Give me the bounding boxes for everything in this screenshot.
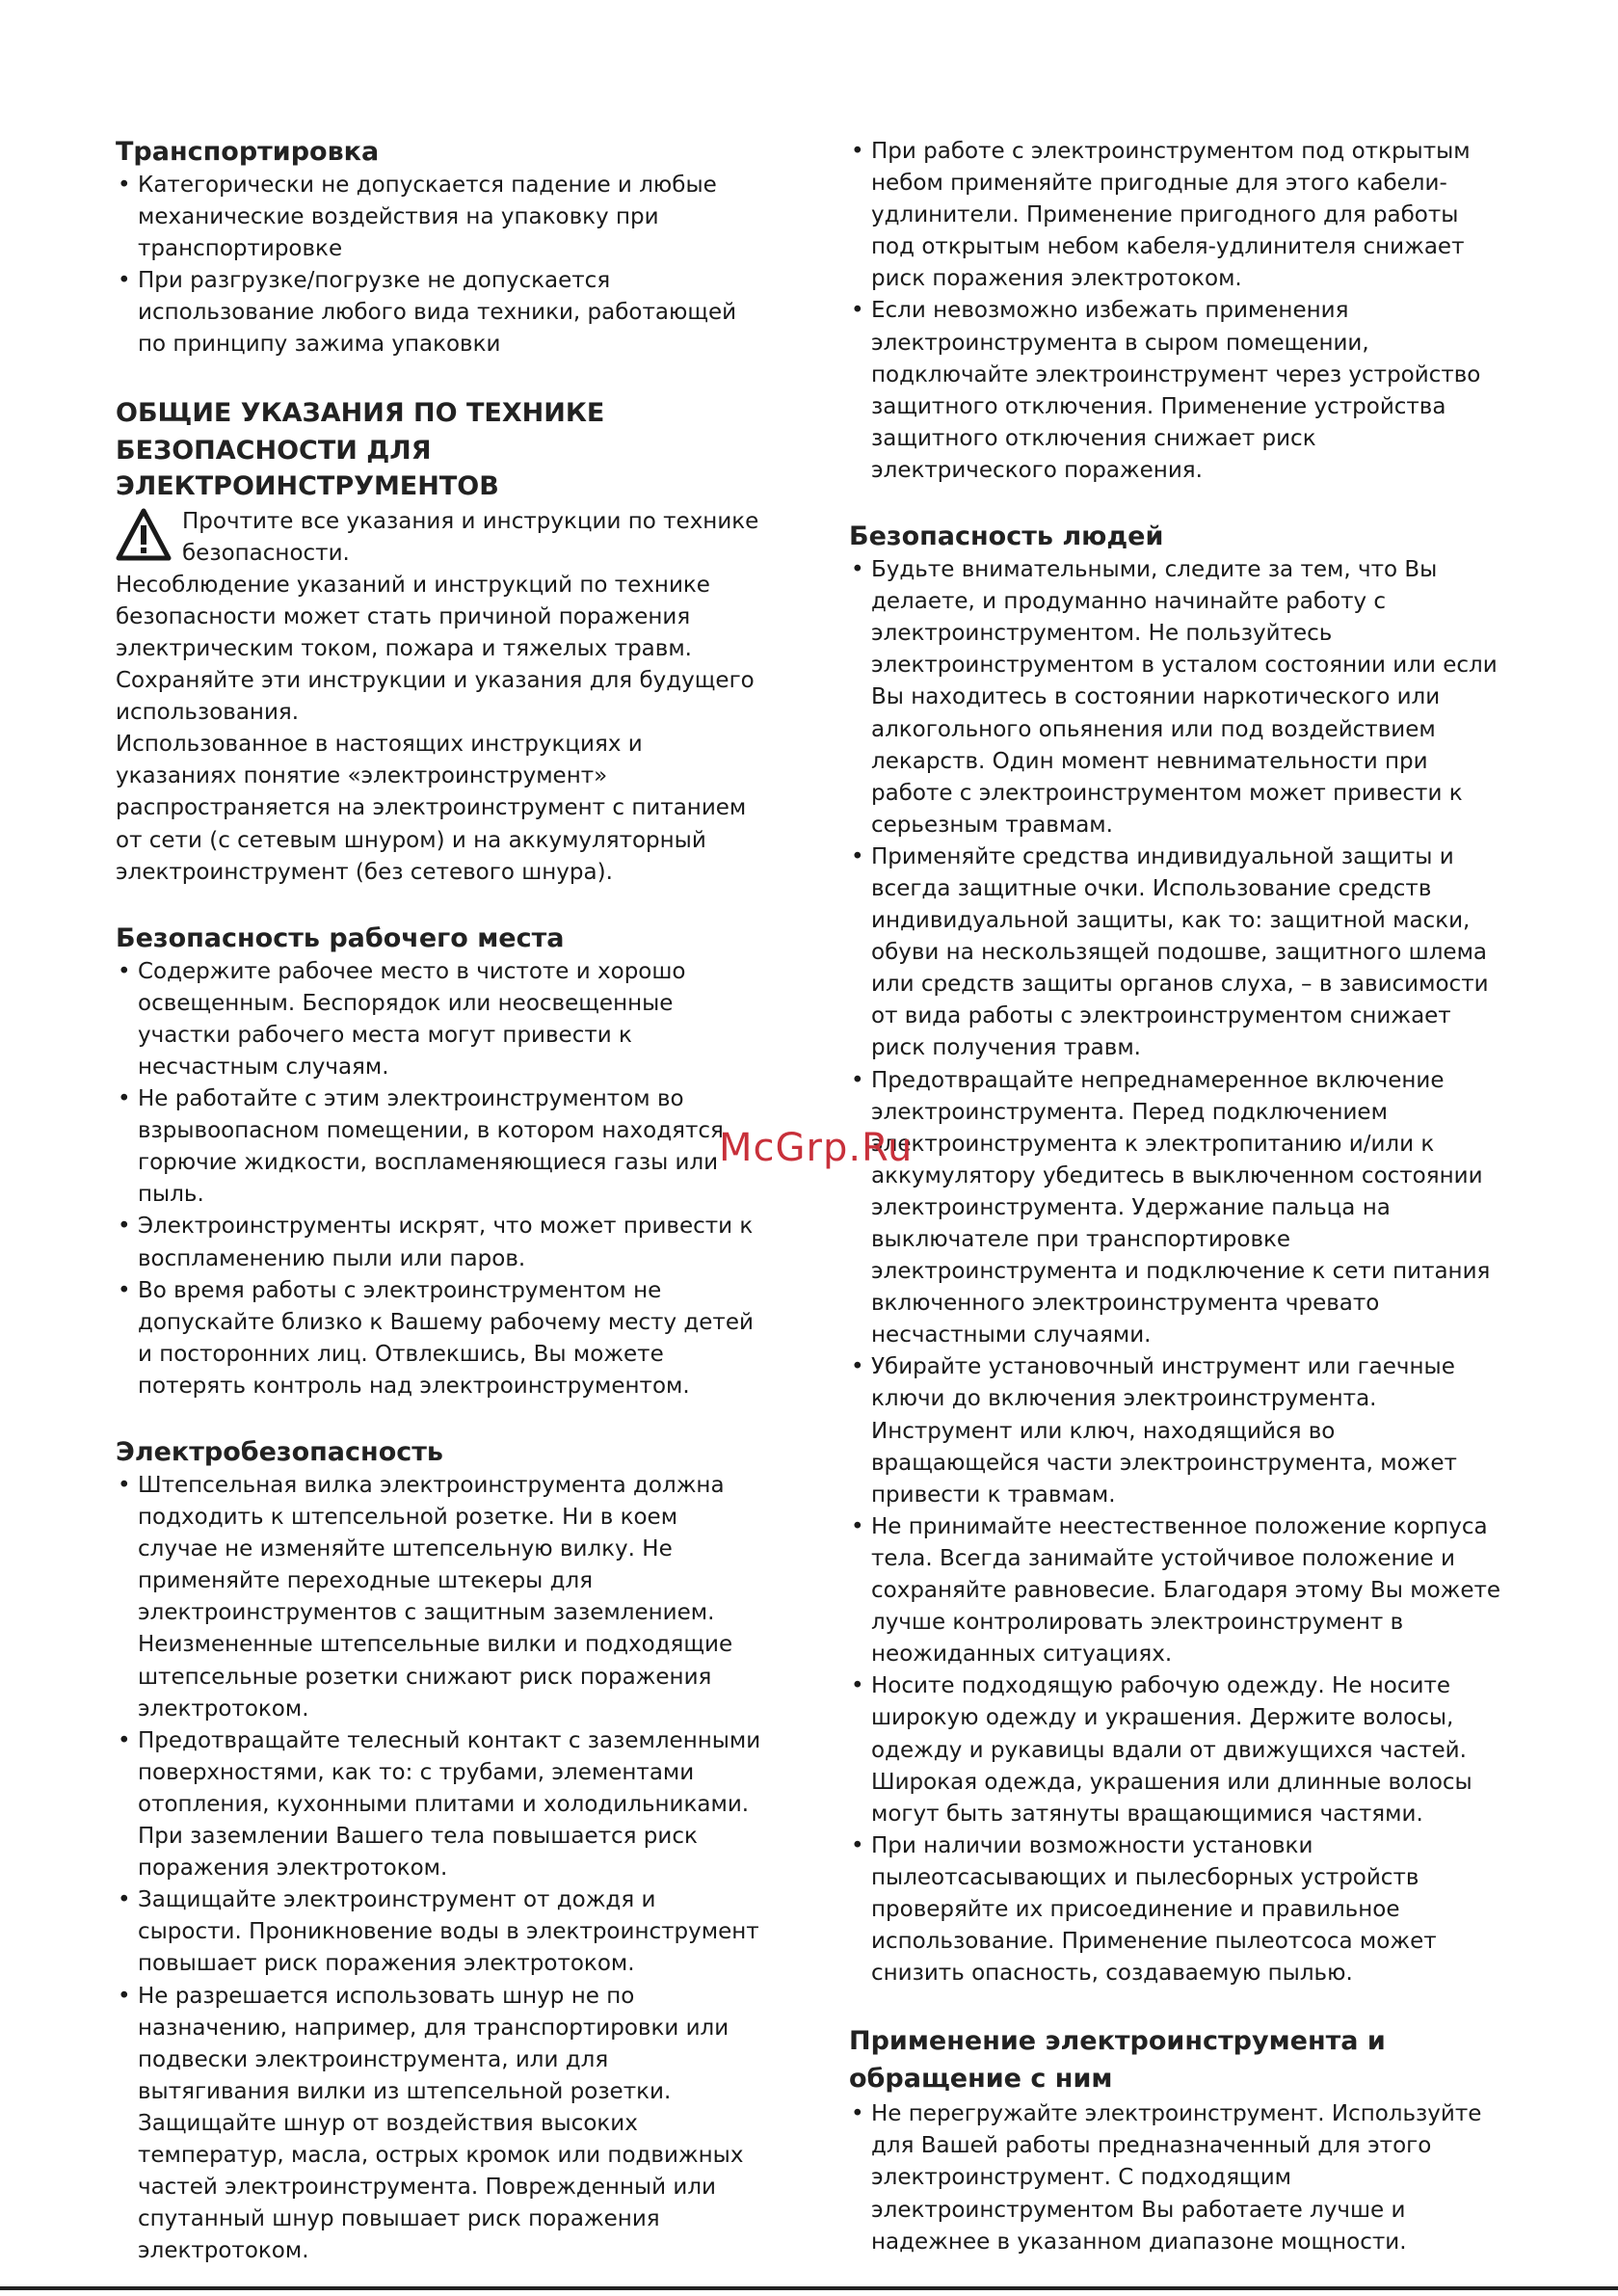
list-item: • Убирайте установочный инструмент или гаечные ключи до включения электроинструмента. Инструмент или ключ, находящийся во вращающейся части электроинструмента, может привести к травмам. — [849, 1351, 1504, 1510]
list-item: • Предотвращайте непреднамеренное включение электроинструмента. Перед подключением электроинструмента к электропитанию и/или к аккумулятору убедитесь в выключенном состоянии электроинструмента. Удержание пальца на выключателе при транспортировке электроинструмента и подключение к сети питания включенного электроинструмента чревато несчастными случаями. — [849, 1065, 1504, 1352]
list-item: • Применяйте средства индивидуальной защиты и всегда защитные очки. Использование средств индивидуальной защиты, как то: защитной маски, обуви на нескользящей подошве, защитного шлема или средств защиты органов слуха, – в зависимости от вида работы с электроинструментом снижает риск получения травм. — [849, 841, 1504, 1065]
left-column — [116, 136, 761, 2267]
list-item: • При работе с электроинструментом под открытым небом применяйте пригодные для этого кабели-удлинители. Применение пригодного для работы под открытым небом кабеля-удлинителя снижает риск поражения электротоком. — [849, 136, 1504, 295]
right-column — [849, 136, 1504, 2258]
heading-usage-line2: обращение с ним — [849, 2064, 1113, 2095]
transport-list — [116, 170, 761, 361]
electrical-cont-list — [849, 136, 1504, 487]
heading-general-line2: БЕЗОПАСНОСТИ ДЛЯ ЭЛЕКТРОИНСТРУМЕНТОВ — [116, 435, 499, 501]
workplace-list — [116, 956, 761, 1402]
heading-general-line1: ОБЩИЕ УКАЗАНИЯ ПО ТЕХНИКЕ — [116, 397, 605, 428]
list-item: • Электроинструменты искрят, что может привести к воспламенению пыли или паров. — [116, 1211, 761, 1274]
list-item: • Категорически не допускается падение и любые механические воздействия на упаковку при транспортировке — [116, 170, 761, 265]
list-item: • При наличии возможности установки пылеотсасывающих и пылесборных устройств проверяйте их присоединение и правильное использование. Применение пылеотсоса может снизить опасность, создаваемую пылью. — [849, 1830, 1504, 1989]
list-item: • Защищайте электроинструмент от дождя и сырости. Проникновение воды в электроинструмент повышает риск поражения электротоком. — [116, 1884, 761, 1980]
paragraph: Несоблюдение указаний и инструкций по технике безопасности может стать причиной поражения электрическим током, пожара и тяжелых травм. — [116, 572, 710, 661]
warning-text: Прочтите все указания и инструкции по технике безопасности. — [182, 508, 759, 566]
electrical-list — [116, 1470, 761, 2267]
bottom-rule — [0, 2286, 1618, 2290]
list-item: • Если невозможно избежать применения электроинструмента в сыром помещении, подключайте электроинструмент через устройство защитного отключения. Применение устройства защитного отключения снижает риск электрического поражения. — [849, 295, 1504, 487]
heading-electrical: Электробезопасность — [116, 1437, 443, 1467]
list-item: • Во время работы с электроинструментом не допускайте близко к Вашему рабочему месту детей и посторонних лиц. Отвлекшись, Вы можете потерять контроль над электроинструментом. — [116, 1275, 761, 1402]
usage-list — [849, 2098, 1504, 2257]
paragraph: Сохраняйте эти инструкции и указания для будущего использования. — [116, 668, 755, 726]
list-item: • Носите подходящую рабочую одежду. Не носите широкую одежду и украшения. Держите волосы, одежду и рукавицы вдали от движущихся частей. Широкая одежда, украшения или длинные волосы могут быть затянуты вращающимися частями. — [849, 1670, 1504, 1829]
list-item: • Не принимайте неестественное положение корпуса тела. Всегда занимайте устойчивое положение и сохраняйте равновесие. Благодаря этому Вы можете лучше контролировать электроинструмент в неожиданных ситуациях. — [849, 1511, 1504, 1670]
watermark: McGrp.Ru — [719, 1126, 914, 1170]
heading-transport: Транспортировка — [116, 137, 380, 167]
list-item: • Штепсельная вилка электроинструмента должна подходить к штепсельной розетке. Ни в коем случае не изменяйте штепсельную вилку. Не применяйте переходные штекеры для электроинструментов с защитным заземлением. Неизмененные штепсельные вилки и подходящие штепсельные розетки снижают риск поражения электротоком. — [116, 1470, 761, 1725]
paragraph: Использованное в настоящих инструкциях и указаниях понятие «электроинструмент» распространяется на электроинструмент с питанием от сети (с сетевым шнуром) и на аккумуляторный электроинструмент (без сетевого шнура). — [116, 732, 747, 885]
heading-usage-line1: Применение электроинструмента и — [849, 2026, 1386, 2057]
list-item: • Содержите рабочее место в чистоте и хорошо освещенным. Беспорядок или неосвещенные участки рабочего места могут привести к несчастным случаям. — [116, 956, 761, 1083]
warning-row — [116, 506, 761, 570]
heading-workplace: Безопасность рабочего места — [116, 922, 565, 953]
list-item: • Будьте внимательными, следите за тем, что Вы делаете, и продуманно начинайте работу с электроинструментом. Не пользуйтесь электроинструментом в усталом состоянии или если Вы находитесь в состоянии наркотического или алкогольного опьянения или под воздействием лекарств. Один момент невнимательности при работе с электроинструментом может привести к серьезным травмам. — [849, 554, 1504, 841]
list-item: • Не разрешается использовать шнур не по назначению, например, для транспортировки или подвески электроинструмента, или для вытягивания вилки из штепсельной розетки. Защищайте шнур от воздействия высоких температур, масла, острых кромок или подвижных частей электроинструмента. Поврежденный или спутанный шнур повышает риск поражения электротоком. — [116, 1981, 761, 2268]
list-item: • При разгрузке/погрузке не допускается использование любого вида техники, работающей по принципу зажима упаковки — [116, 265, 761, 360]
list-item: • Предотвращайте телесный контакт с заземленными поверхностями, как то: с трубами, элементами отопления, кухонными плитами и холодильниками. При заземлении Вашего тела повышается риск поражения электротоком. — [116, 1725, 761, 1884]
warning-triangle-icon — [116, 508, 172, 562]
list-item: • Не работайте с этим электроинструментом во взрывоопасном помещении, в котором находятся горючие жидкости, воспламеняющиеся газы или пыль. — [116, 1083, 761, 1211]
people-list — [849, 554, 1504, 1989]
heading-people: Безопасность людей — [849, 521, 1164, 552]
list-item: • Не перегружайте электроинструмент. Используйте для Вашей работы предназначенный для этого электроинструмент. С подходящим электроинструментом Вы работаете лучше и надежнее в указанном диапазоне мощности. — [849, 2098, 1504, 2257]
